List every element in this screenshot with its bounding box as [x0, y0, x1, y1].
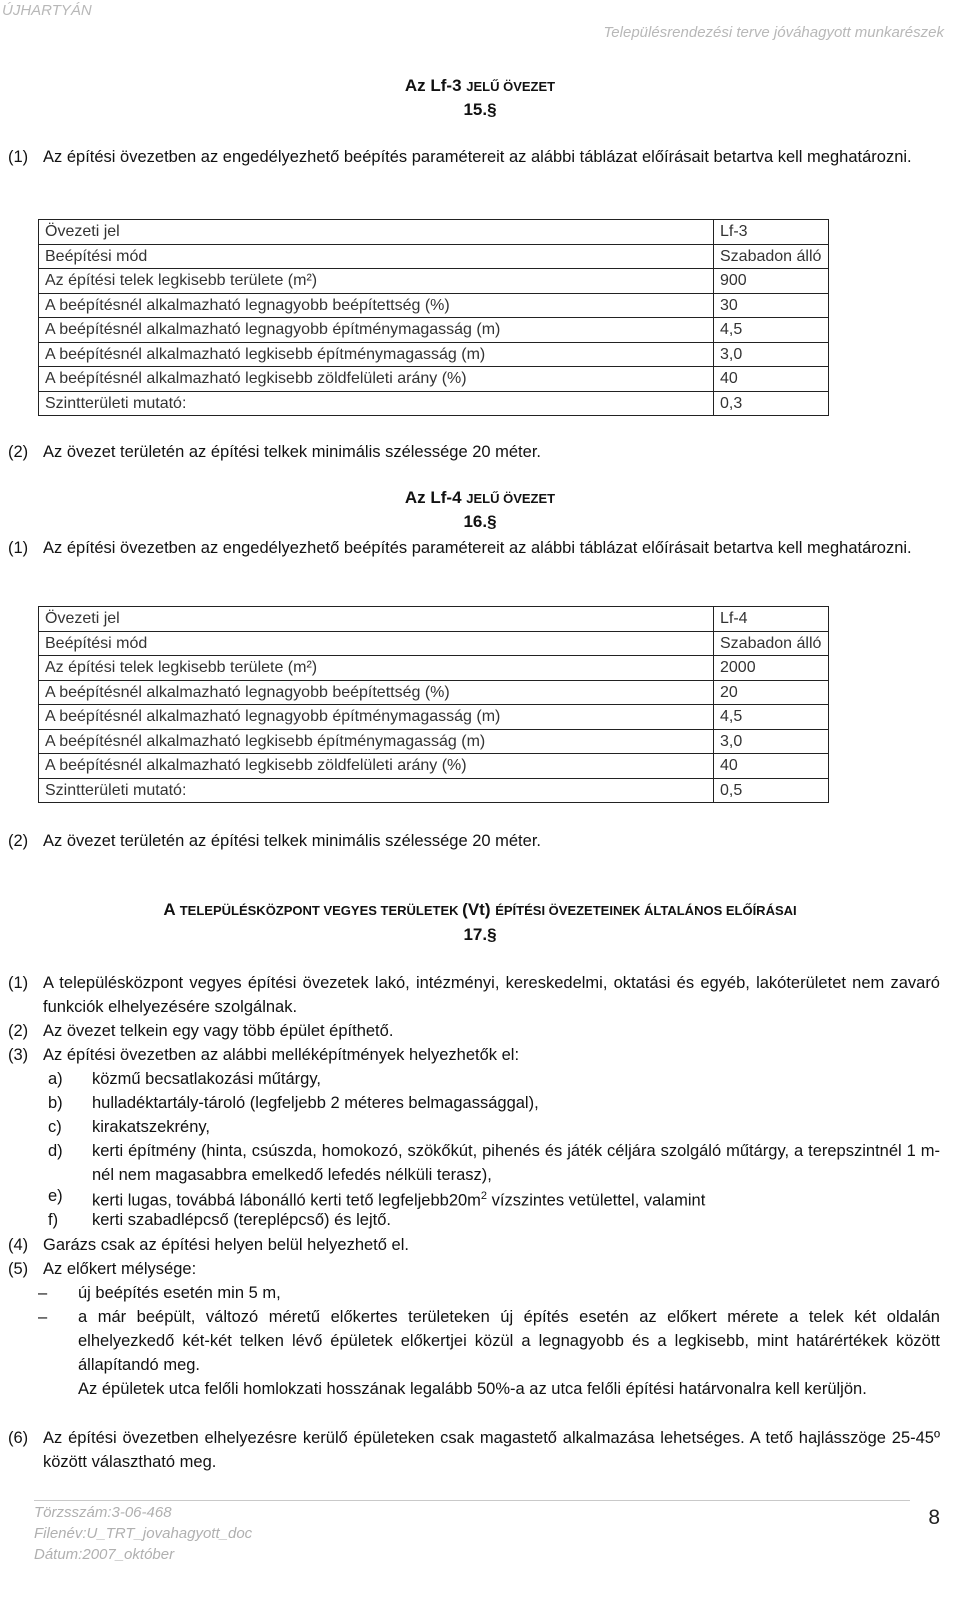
list-item: közmű becsatlakozási műtárgy,: [92, 1070, 321, 1088]
table-row: [39, 220, 829, 245]
paragraph-text: A településközpont vegyes építési övezetek lakó, intézményi, kereskedelmi, oktatási és egyéb, lakóterületet nem zavaró funkciók elhelyezésére szolgálnak.: [43, 974, 940, 1016]
paragraph-text: Az építési övezetben az alábbi melléképítmények helyezhetők el:: [43, 1046, 520, 1064]
table-key: Beépítési mód: [39, 244, 714, 269]
paragraph-number: (1): [8, 148, 29, 166]
table-key: Az építési telek legkisebb területe (m²): [39, 656, 714, 681]
paragraph-number: (1): [8, 974, 29, 992]
table-key: Övezeti jel: [39, 607, 714, 632]
paragraph-number: (4): [8, 1236, 29, 1254]
section-15-paragraph-2: [8, 440, 940, 464]
table-value: 30: [714, 293, 829, 318]
table-value: Lf-3: [714, 220, 829, 245]
section-17-paragraph-5: [8, 1257, 940, 1281]
dash-item: új beépítés esetén min 5 m,: [78, 1284, 281, 1302]
paragraph-number: (6): [8, 1429, 29, 1447]
section-17-title-b: TELEPÜLÉSKÖZPONT VEGYES TERÜLETEK: [179, 903, 463, 918]
section-15-number-text: 15.: [463, 100, 488, 119]
section-16-paragraph-2: [8, 829, 940, 853]
table-value: 20: [714, 680, 829, 705]
section-17-paragraph-2: [8, 1019, 940, 1043]
section-15-number: [0, 100, 960, 120]
section-17-title-c: (Vt): [462, 900, 496, 919]
section-sign-icon: §: [487, 100, 497, 119]
header-right: Településrendezési terve jóváhagyott munkarészek: [603, 24, 944, 41]
table-row: [39, 705, 829, 730]
list-item: kerti építmény (hinta, csúszda, homokozó, szökőkút, pihenés és játék céljára szolgáló műtárgy, a terepszintnél 1 m-nél nem magasabbra emelkedő lefedés nélküli terasz),: [92, 1142, 940, 1184]
section-17-number: [0, 925, 960, 945]
section-16-paragraph-1: [8, 536, 940, 560]
table-value: 3,0: [714, 729, 829, 754]
table-value: Szabadon álló: [714, 631, 829, 656]
table-key: A beépítésnél alkalmazható legnagyobb beépítettség (%): [39, 680, 714, 705]
header-left: ÚJHARTYÁN: [2, 2, 92, 19]
list-item-label: c): [48, 1118, 62, 1136]
section-16-number-text: 16.: [463, 512, 488, 531]
table-key: A beépítésnél alkalmazható legkisebb zöldfelületi arány (%): [39, 367, 714, 392]
paragraph-number: (2): [8, 832, 29, 850]
table-key: A beépítésnél alkalmazható legkisebb építménymagasság (m): [39, 342, 714, 367]
list-item-text-2: vízszintes vetülettel, valamint: [487, 1191, 706, 1210]
section-17-number-text: 17.: [463, 925, 488, 944]
table-key: A beépítésnél alkalmazható legkisebb zöldfelületi arány (%): [39, 754, 714, 779]
section-17-paragraph-4: [8, 1233, 940, 1257]
paragraph-continuation: Az épületek utca felőli homlokzati hosszának legalább 50%-a az utca felőli építési határvonalra kell kerüljön.: [78, 1380, 867, 1398]
paragraph-text: Az övezet telkein egy vagy több épület építhető.: [43, 1022, 394, 1040]
section-17-title-a: A: [163, 900, 180, 919]
table-row: [39, 729, 829, 754]
paragraph-text: Az övezet területén az építési telkek minimális szélessége 20 méter.: [43, 832, 541, 850]
table-row: [39, 778, 829, 803]
footer-filename: Filenév:U_TRT_jovahagyott_doc: [34, 1525, 253, 1542]
paragraph-number: (5): [8, 1260, 29, 1278]
table-value: 40: [714, 367, 829, 392]
table-value: 900: [714, 269, 829, 294]
section-17-title-d: ÉPÍTÉSI ÖVEZETEINEK ÁLTALÁNOS ELŐÍRÁSAI: [495, 903, 797, 918]
table-value: 40: [714, 754, 829, 779]
table-key: Szintterületi mutató:: [39, 391, 714, 416]
table-value: 3,0: [714, 342, 829, 367]
section-15-title-a: Az Lf-3: [404, 76, 467, 95]
table-key: A beépítésnél alkalmazható legnagyobb beépítettség (%): [39, 293, 714, 318]
list-item-label: a): [48, 1070, 63, 1088]
table-key: Övezeti jel: [39, 220, 714, 245]
table-row: [39, 342, 829, 367]
section-15-table: [38, 219, 829, 416]
footer-registry-number: Törzsszám:3-06-468: [34, 1504, 172, 1521]
paragraph-text: Az övezet területén az építési telkek minimális szélessége 20 méter.: [43, 443, 541, 461]
table-value: 0,3: [714, 391, 829, 416]
section-15-title: [0, 76, 960, 96]
dash-item: a már beépült, változó méretű előkertes területeken új építés esetén az előkert mérete a telek két oldalán elhelyezkedő két-két telken lévő épületek előkertjei közül a legnagyobb és a legkisebb, mint határértékek között állapítandó meg.: [78, 1308, 940, 1374]
table-row: [39, 269, 829, 294]
table-value: Szabadon álló: [714, 244, 829, 269]
dash-label: –: [38, 1308, 48, 1326]
section-16-title: [0, 488, 960, 508]
table-key: Az építési telek legkisebb területe (m²): [39, 269, 714, 294]
paragraph-text: Az építési övezetben az engedélyezhető beépítés paramétereit az alábbi táblázat előírásait betartva kell meghatározni.: [43, 148, 912, 166]
section-sign-icon: §: [487, 925, 497, 944]
table-row: [39, 680, 829, 705]
table-row: [39, 367, 829, 392]
table-row: [39, 244, 829, 269]
table-value: 4,5: [714, 705, 829, 730]
section-16-number: [0, 512, 960, 532]
list-item-text: kerti lugas, továbbá lábonálló kerti tető legfeljebb20m: [92, 1191, 481, 1210]
section-15-paragraph-1: [8, 145, 940, 169]
section-17-paragraph-6: [8, 1426, 940, 1474]
paragraph-number: (1): [8, 539, 29, 557]
section-16-title-a: Az Lf-4: [404, 488, 467, 507]
section-16-title-b: JELŰ ÖVEZET: [466, 491, 556, 506]
table-row: [39, 318, 829, 343]
section-17-paragraph-1: [8, 971, 940, 1019]
section-17-paragraph-3: [8, 1043, 940, 1067]
paragraph-text: Garázs csak az építési helyen belül helyezhető el.: [43, 1236, 409, 1254]
table-key: Szintterületi mutató:: [39, 778, 714, 803]
table-key: Beépítési mód: [39, 631, 714, 656]
page-number: 8: [928, 1506, 940, 1529]
table-row: [39, 607, 829, 632]
dash-label: –: [38, 1284, 48, 1302]
list-item: kerti szabadlépcső (tereplépcső) és lejtő.: [92, 1211, 391, 1229]
paragraph-text: Az előkert mélysége:: [43, 1260, 197, 1278]
table-row: [39, 293, 829, 318]
superscript: 2: [480, 1190, 488, 1202]
table-row: [39, 656, 829, 681]
list-item-label: b): [48, 1094, 63, 1112]
table-value: 0,5: [714, 778, 829, 803]
table-value: 2000: [714, 656, 829, 681]
paragraph-number: (2): [8, 1022, 29, 1040]
section-15-title-b: JELŰ ÖVEZET: [466, 79, 556, 94]
table-row: [39, 754, 829, 779]
table-row: [39, 631, 829, 656]
table-key: A beépítésnél alkalmazható legnagyobb építménymagasság (m): [39, 705, 714, 730]
section-16-table: [38, 606, 829, 803]
paragraph-text: Az építési övezetben elhelyezésre kerülő épületeken csak magastető alkalmazása lehetséges. A tető hajlásszöge 25-45º között választható meg.: [43, 1429, 940, 1471]
section-sign-icon: §: [487, 512, 497, 531]
list-item-label: f): [48, 1211, 59, 1229]
section-17-title: [0, 900, 960, 920]
table-key: A beépítésnél alkalmazható legnagyobb építménymagasság (m): [39, 318, 714, 343]
list-item: kirakatszekrény,: [92, 1118, 210, 1136]
paragraph-number: (2): [8, 443, 29, 461]
list-item-label: e): [48, 1187, 63, 1205]
table-row: [39, 391, 829, 416]
list-item: hulladéktartály-tároló (legfeljebb 2 méteres belmagassággal),: [92, 1094, 539, 1112]
footer-date: Dátum:2007_október: [34, 1546, 175, 1563]
table-value: Lf-4: [714, 607, 829, 632]
footer-divider: [34, 1500, 910, 1501]
list-item-label: d): [48, 1142, 63, 1160]
paragraph-text: Az építési övezetben az engedélyezhető beépítés paramétereit az alábbi táblázat előírásait betartva kell meghatározni.: [43, 539, 912, 557]
table-key: A beépítésnél alkalmazható legkisebb építménymagasság (m): [39, 729, 714, 754]
paragraph-number: (3): [8, 1046, 29, 1064]
table-value: 4,5: [714, 318, 829, 343]
